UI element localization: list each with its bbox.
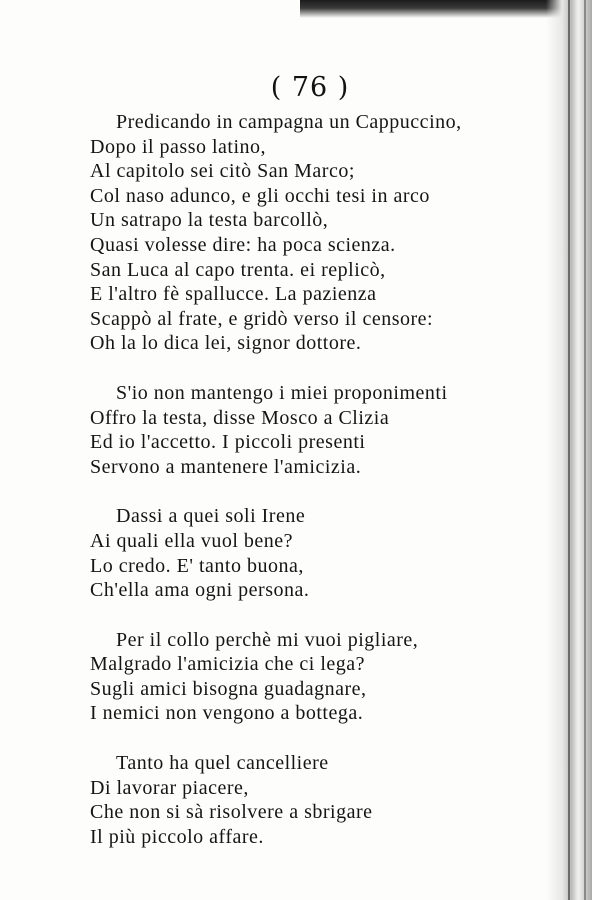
verse-line: Di lavorar piacere, xyxy=(90,776,249,799)
verse-line: Il più piccolo affare. xyxy=(90,825,264,848)
stanza xyxy=(90,628,540,726)
verse-line: Malgrado l'amicizia che ci lega? xyxy=(90,653,366,676)
verse-line: E l'altro fè spallucce. La pazienza xyxy=(90,283,377,306)
verse-line: Dassi a quei soli Irene xyxy=(116,505,306,528)
verse-line: Scappò al frate, e gridò verso il censore: xyxy=(90,307,434,330)
verse-line: San Luca al capo trenta. ei replicò, xyxy=(90,258,386,281)
verse-line: I nemici non vengono a bottega. xyxy=(90,702,364,725)
verse-line: Offro la testa, disse Mosco a Clizia xyxy=(90,406,390,429)
stanza xyxy=(90,751,540,849)
stanza xyxy=(90,504,540,602)
verse-line: Dopo il passo latino, xyxy=(90,135,267,158)
verse-line: Sugli amici bisogna guadagnare, xyxy=(90,677,367,700)
page-number: ( 76 ) xyxy=(270,72,350,103)
page-edge-line xyxy=(584,0,586,900)
verse-line: Oh la lo dica lei, signor dottore. xyxy=(90,332,362,355)
stanza xyxy=(90,381,540,479)
verse-line: S'io non mantengo i miei proponimenti xyxy=(116,381,448,404)
poem-body xyxy=(90,110,540,874)
verse-line: Un satrapo la testa barcollò, xyxy=(90,209,329,232)
verse-line: Col naso adunco, e gli occhi tesi in arco xyxy=(90,184,430,207)
verse-line: Per il collo perchè mi vuoi pigliare, xyxy=(116,628,419,651)
verse-line: Tanto ha quel cancelliere xyxy=(116,752,329,775)
verse-line: Ch'ella ama ogni persona. xyxy=(90,579,310,602)
verse-line: Lo credo. E' tanto buona, xyxy=(90,554,304,577)
page-edge-line xyxy=(568,0,570,900)
verse-line: Quasi volesse dire: ha poca scienza. xyxy=(90,233,396,256)
verse-line: Ai quali ella vuol bene? xyxy=(90,529,294,552)
verse-line: Predicando in campagna un Cappuccino, xyxy=(116,111,462,133)
stanza xyxy=(90,110,540,356)
verse-line: Ed io l'accetto. I piccoli presenti xyxy=(90,431,366,454)
verse-line: Che non si sà risolvere a sbrigare xyxy=(90,801,373,824)
verse-line: Al capitolo sei citò San Marco; xyxy=(90,160,355,183)
verse-line: Servono a mantenere l'amicizia. xyxy=(90,455,362,478)
